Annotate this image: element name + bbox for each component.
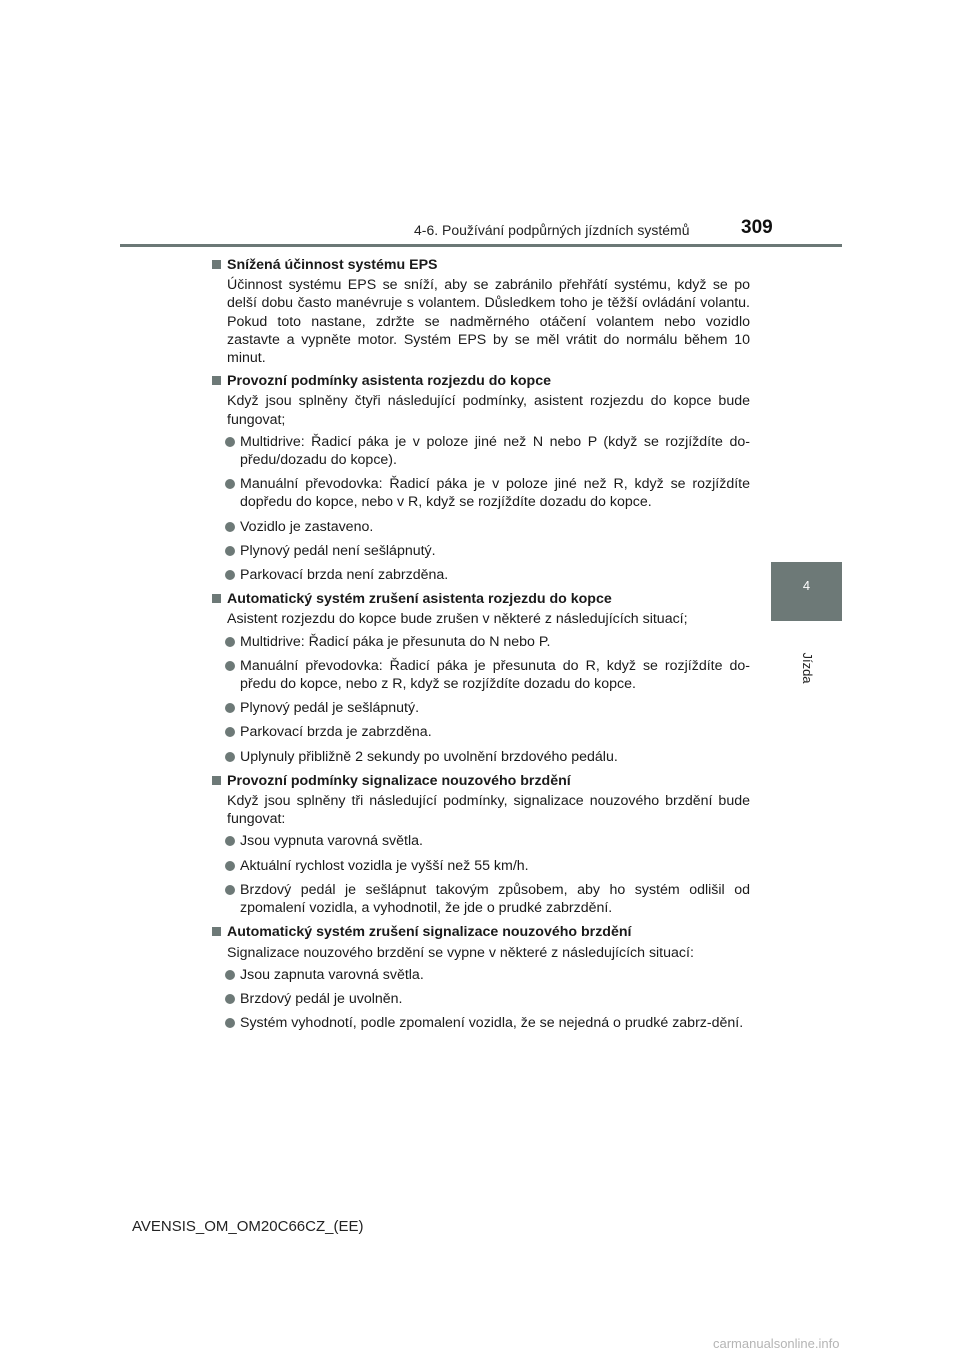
list-item-text: Parkovací brzda není zabrzděna. [240,567,449,584]
section-paragraph: Účinnost systému EPS se sníží, aby se zabránilo přehřátí systému, když se po delší dobu často manévruje s volantem. Důsledkem toho je těžší ovládání volantu. Pokud toto nastane, zdržte se nadměrného otáčení volantem nebo vozidlo zastavte a vypněte motor. Systém EPS by se měl vrátit do normálu během 10 minut. [227,277,750,367]
content-section [210,772,750,917]
round-bullet-icon [225,637,235,647]
list-item-text: Jsou vypnuta varovná světla. [240,833,423,850]
chapter-label: Jízda [800,652,815,684]
section-title-text: Automatický systém zrušení asistenta rozjezdu do kopce [227,591,612,608]
list-item [225,542,750,560]
page-number: 309 [741,217,773,238]
round-bullet-icon [225,752,235,762]
list-item [225,1014,750,1032]
list-item [225,990,750,1008]
list-item [225,723,750,741]
section-paragraph: Asistent rozjezdu do kopce bude zrušen v některé z následujících situací; [227,611,688,628]
chapter-number: 4 [802,578,811,593]
list-item [225,657,750,693]
round-bullet-icon [225,836,235,846]
list-item [225,832,750,850]
header-divider [120,244,842,247]
square-bullet-icon [212,260,221,269]
list-item-text: Parkovací brzda je zabrzděna. [240,724,432,741]
section-title [210,923,750,941]
section-paragraph: Signalizace nouzového brzdění se vypne v některé z následujících situací: [227,944,694,961]
chapter-tab [771,562,842,621]
round-bullet-icon [225,970,235,980]
list-item-text: Systém vyhodnotí, podle zpomalení vozidla, že se nejedná o prudké zabrz-dění. [240,1015,744,1032]
content-section [210,372,750,584]
round-bullet-icon [225,703,235,713]
document-code: AVENSIS_OM_OM20C66CZ_(EE) [132,1218,364,1235]
list-item-text: Uplynuly přibližně 2 sekundy po uvolnění brzdového pedálu. [240,748,618,765]
section-title-text: Provozní podmínky asistenta rozjezdu do kopce [227,373,552,390]
list-item [225,475,750,511]
square-bullet-icon [212,376,221,385]
list-item [225,566,750,584]
list-item-text: Brzdový pedál je sešlápnut takovým způsobem, aby ho systém odlišil od zpomalení vozidla, a vyhodnotil, že jde o prudké zabrzdění. [240,881,750,917]
watermark: carmanualsonline.info [713,1336,840,1351]
round-bullet-icon [225,437,235,447]
list-item [225,633,750,651]
round-bullet-icon [225,861,235,871]
list-item [225,748,750,766]
content-section [210,256,750,367]
content-section [210,923,750,1032]
list-item [225,518,750,536]
round-bullet-icon [225,522,235,532]
round-bullet-icon [225,885,235,895]
list-item [225,881,750,917]
round-bullet-icon [225,479,235,489]
list-item-text: Vozidlo je zastaveno. [240,518,374,535]
list-item-text: Brzdový pedál je uvolněn. [240,990,403,1007]
section-title [210,590,750,608]
list-item [225,857,750,875]
section-title [210,772,750,790]
square-bullet-icon [212,776,221,785]
list-item-text: Plynový pedál není sešlápnutý. [240,542,436,559]
section-title-text: Snížená účinnost systému EPS [227,257,438,273]
square-bullet-icon [212,594,221,603]
round-bullet-icon [225,546,235,556]
section-title [210,256,750,274]
section-title [210,372,750,390]
round-bullet-icon [225,727,235,737]
section-title-text: Provozní podmínky signalizace nouzového brzdění [227,772,571,789]
list-item [225,699,750,717]
list-item-text: Multidrive: Řadicí páka je přesunuta do N nebo P. [240,633,551,650]
list-item [225,433,750,469]
list-item-text: Jsou zapnuta varovná světla. [240,966,424,983]
section-title-text: Automatický systém zrušení signalizace nouzového brzdění [227,924,632,941]
round-bullet-icon [225,994,235,1004]
page-content [210,256,750,1038]
section-header: 4-6. Používání podpůrných jízdních systémů [414,222,690,238]
round-bullet-icon [225,1018,235,1028]
square-bullet-icon [212,927,221,936]
round-bullet-icon [225,661,235,671]
list-item-text: Manuální převodovka: Řadicí páka je přesunuta do R, když se rozjíždíte do-předu do kopce, nebo z R, když se rozjíždíte dozadu do kopce. [240,657,750,693]
list-item [225,966,750,984]
content-section [210,590,750,766]
list-item-text: Plynový pedál je sešlápnutý. [240,700,420,717]
section-paragraph: Když jsou splněny čtyři následující podmínky, asistent rozjezdu do kopce bude fungovat; [227,393,750,428]
list-item-text: Multidrive: Řadicí páka je v poloze jiné než N nebo P (když se rozjíždíte do-předu/dozadu do kopce). [240,433,750,469]
section-paragraph: Když jsou splněny tři následující podmínky, signalizace nouzového brzdění bude fungovat: [227,793,750,828]
round-bullet-icon [225,570,235,580]
list-item-text: Aktuální rychlost vozidla je vyšší než 55 km/h. [240,857,529,874]
list-item-text: Manuální převodovka: Řadicí páka je v poloze jiné než R, když se rozjíždíte dopředu do kopce, nebo v R, když se rozjíždíte dozadu do kopce. [240,476,750,511]
